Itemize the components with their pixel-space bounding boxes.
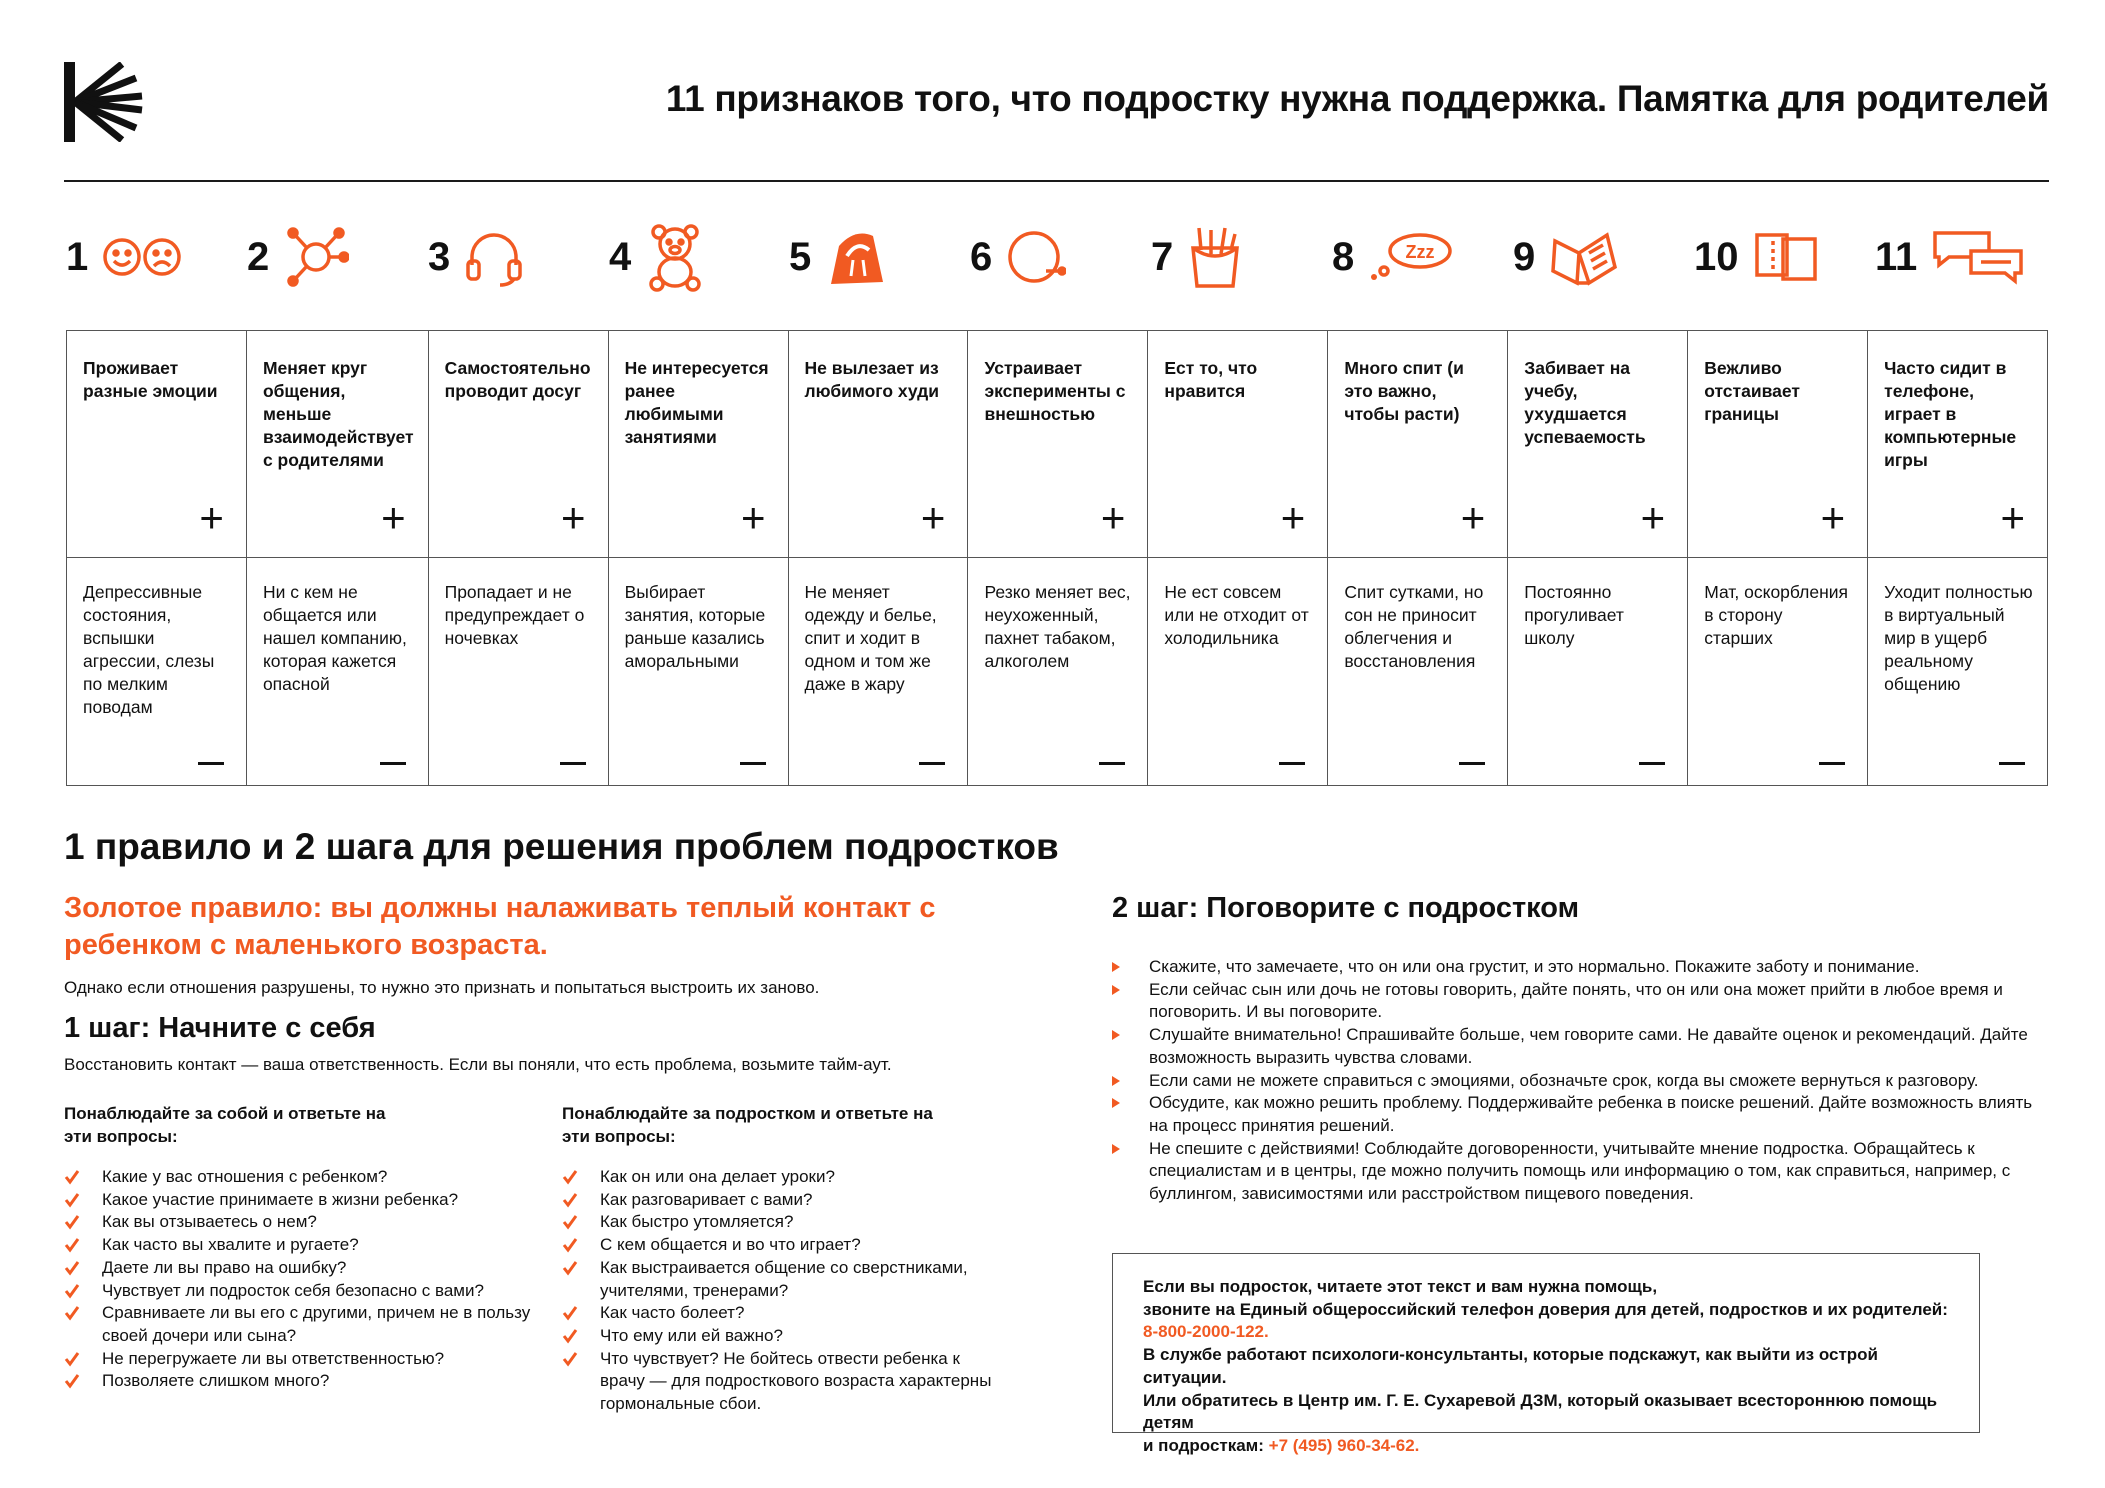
question-text: С кем общается и во что играет? — [600, 1235, 861, 1255]
self-questions-list — [64, 1166, 534, 1393]
sign-3 — [428, 217, 524, 297]
positive-text: Забивает на учебу, ухудшается успеваемость — [1524, 358, 1646, 447]
arrow-bullet-icon — [1112, 1144, 1120, 1154]
sign-number: 9 — [1513, 234, 1536, 279]
section-title: 1 правило и 2 шага для решения проблем подростков — [64, 826, 1059, 867]
checkmark-icon — [562, 1351, 578, 1367]
positive-cell — [429, 331, 608, 558]
checkmark-icon — [562, 1260, 578, 1276]
negative-cell — [789, 558, 968, 785]
question-item — [64, 1166, 534, 1189]
intro-text: Однако если отношения разрушены, то нужно это признать и попытаться выстроить их заново. — [64, 978, 820, 997]
checkmark-icon — [64, 1237, 80, 1253]
sign-column — [1327, 331, 1507, 785]
sign-column — [1147, 331, 1327, 785]
positive-cell — [67, 331, 246, 558]
positive-cell — [1508, 331, 1687, 558]
positive-text: Вежливо отстаивает границы — [1704, 358, 1800, 424]
minus-icon — [740, 762, 766, 765]
plus-icon: + — [1640, 494, 1666, 541]
question-item — [562, 1189, 1002, 1212]
question-text: Даете ли вы право на ошибку? — [102, 1257, 347, 1277]
question-text: Как часто болеет? — [600, 1303, 745, 1323]
sign-number: 10 — [1694, 234, 1739, 279]
question-text: Что ему или ей важно? — [600, 1325, 783, 1345]
sign-7 — [1151, 217, 1243, 297]
teddy-bear-icon — [645, 222, 705, 292]
checkmark-icon — [562, 1305, 578, 1321]
positive-text: Ест то, что нравится — [1164, 358, 1258, 401]
golden-rule: Золотое правило: вы должны налаживать теплый контакт с ребенком с маленького возраста. — [64, 892, 936, 961]
minus-icon — [1999, 762, 2025, 765]
plus-icon: + — [561, 494, 586, 541]
question-text: Чувствует ли подросток себя безопасно с вами? — [102, 1280, 484, 1300]
plus-icon: + — [1100, 494, 1126, 541]
sign-number: 11 — [1875, 234, 1918, 279]
negative-cell — [247, 558, 428, 785]
tip-text: Если сейчас сын или дочь не готовы говорить, дайте понять, что он или она может прийти в любое время и поговорить. И вы поговорите. — [1149, 979, 2003, 1022]
positive-cell — [247, 331, 428, 558]
positive-cell — [1148, 331, 1327, 558]
negative-cell — [1148, 558, 1327, 785]
negative-text: Депрессивные состояния, вспышки агрессии, слезы по мелким поводам — [83, 582, 215, 717]
checkmark-icon — [562, 1169, 578, 1185]
sign-number: 5 — [789, 234, 812, 279]
plus-icon: + — [2000, 494, 2026, 541]
checkmark-icon — [562, 1214, 578, 1230]
sign-number: 6 — [970, 234, 993, 279]
plus-icon: + — [1460, 494, 1486, 541]
network-icon — [283, 227, 349, 287]
appearance-icon — [1006, 227, 1066, 287]
negative-cell — [1688, 558, 1867, 785]
positive-text: Самостоятельно проводит досуг — [444, 358, 591, 401]
sign-11 — [1875, 217, 2025, 297]
minus-icon — [919, 762, 945, 765]
question-item — [562, 1234, 1002, 1257]
positive-cell — [789, 331, 968, 558]
question-text: Как часто вы хвалите и ругаете? — [102, 1235, 359, 1255]
tip-item — [1112, 1070, 2052, 1093]
tip-item — [1112, 1092, 2052, 1137]
tip-text: Скажите, что замечаете, что он или она грустит, и это нормально. Покажите заботу и понимание. — [1149, 957, 1920, 976]
negative-cell — [429, 558, 608, 785]
step2-title: 2 шаг: Поговорите с подростком — [1112, 892, 1580, 924]
negative-cell — [1868, 558, 2047, 785]
sign-column — [67, 331, 246, 785]
question-text: Как разговаривает с вами? — [600, 1189, 813, 1209]
sign-2 — [247, 217, 349, 297]
minus-icon — [198, 762, 224, 765]
question-item — [562, 1348, 1002, 1416]
question-item — [562, 1325, 1002, 1348]
step1-title: 1 шаг: Начните с себя — [64, 1012, 376, 1044]
sign-column — [1507, 331, 1687, 785]
sign-5 — [789, 217, 887, 297]
question-item — [562, 1257, 1002, 1302]
question-text: Позволяете слишком много? — [102, 1371, 330, 1391]
question-item — [562, 1211, 1002, 1234]
question-item — [64, 1257, 534, 1280]
question-text: Как выстраивается общение со сверстниками, учителями, тренерами? — [600, 1257, 968, 1300]
tip-text: Не спешите с действиями! Соблюдайте договоренности, учитывайте мнение подростка. Обращайтесь к специалистам и в центры, где можно получить помощь или информацию о том, как справиться, например, с буллингом, зависимостями или расстройством пищевого поведения. — [1149, 1138, 2011, 1204]
negative-cell — [1508, 558, 1687, 785]
sign-column — [788, 331, 968, 785]
negative-cell — [609, 558, 788, 785]
tip-text: Если сами не можете справиться с эмоциями, обозначьте срок, когда вы сможете вернуться к разговору. — [1149, 1070, 1979, 1090]
checkmark-icon — [562, 1237, 578, 1253]
question-item — [64, 1189, 534, 1212]
checkmark-icon — [64, 1214, 80, 1230]
teen-questions-list — [562, 1166, 1002, 1416]
negative-text: Спит сутками, но сон не приносит облегчения и восстановления — [1344, 582, 1484, 671]
help-line — [1143, 1435, 1953, 1458]
negative-cell — [968, 558, 1147, 785]
plus-icon: + — [381, 494, 406, 541]
positive-text: Проживает разные эмоции — [83, 358, 218, 401]
arrow-bullet-icon — [1112, 962, 1120, 972]
center-phone[interactable]: +7 (495) 960-34-62. — [1268, 1435, 1420, 1455]
teen-questions-heading: Понаблюдайте за подростком и ответьте на эти вопросы: — [562, 1104, 933, 1146]
sign-number: 2 — [247, 234, 270, 279]
checkmark-icon — [64, 1373, 80, 1389]
negative-cell — [67, 558, 246, 785]
positive-text: Меняет круг общения, меньше взаимодействует с родителями — [262, 358, 414, 470]
checkmark-icon — [64, 1192, 80, 1208]
sign-8 — [1332, 217, 1454, 297]
negative-cell — [1328, 558, 1507, 785]
help-line: Если вы подросток, читаете этот текст и вам нужна помощь, — [1143, 1277, 1658, 1296]
plus-icon: + — [740, 494, 766, 541]
negative-text: Не ест совсем или не отходит от холодильника — [1164, 582, 1309, 648]
help-line: В службе работают психологи-консультанты, которые подскажут, как выйти из острой ситуации. — [1143, 1345, 1879, 1387]
step2-tips-list — [1112, 956, 2052, 1206]
negative-text: Пропадает и не предупреждает о ночевках — [444, 582, 585, 648]
sign-10 — [1694, 217, 1819, 297]
positive-text: Не интересуется ранее любимыми занятиями — [624, 358, 769, 447]
sign-column — [967, 331, 1147, 785]
sign-column — [428, 331, 608, 785]
tip-text: Слушайте внимательно! Спрашивайте больше, чем говорите сами. Не давайте оценок и рекомендаций. Дайте возможность выразить чувства словами. — [1149, 1025, 2028, 1067]
minus-icon — [1459, 762, 1485, 765]
arrow-bullet-icon — [1112, 1098, 1120, 1108]
signs-table — [66, 330, 2048, 786]
sleep-icon — [1368, 227, 1454, 287]
minus-icon — [1099, 762, 1125, 765]
page-title: 11 признаков того, что подростку нужна поддержка. Памятка для родителей — [665, 78, 2049, 119]
chat-icon — [1931, 229, 2025, 285]
header-divider — [64, 180, 2049, 182]
helpline-phone[interactable]: 8-800-2000-122. — [1143, 1322, 1269, 1342]
minus-icon — [560, 762, 586, 765]
tip-text: Обсудите, как можно решить проблему. Поддерживайте ребенка в поиске решений. Дайте возможность влиять на процесс принятия решений. — [1149, 1093, 2033, 1135]
positive-cell — [1328, 331, 1507, 558]
arrow-bullet-icon — [1112, 1076, 1120, 1086]
minus-icon — [1279, 762, 1305, 765]
checkmark-icon — [64, 1260, 80, 1276]
plus-icon: + — [199, 494, 224, 541]
arrow-bullet-icon — [1112, 985, 1120, 995]
positive-cell — [1688, 331, 1867, 558]
question-item — [64, 1348, 534, 1371]
sign-1 — [66, 217, 182, 297]
question-item — [64, 1211, 534, 1234]
minus-icon — [1639, 762, 1665, 765]
checkmark-icon — [64, 1169, 80, 1185]
signs-icon-row — [66, 217, 2049, 297]
checkmark-icon — [562, 1328, 578, 1344]
positive-cell — [968, 331, 1147, 558]
question-text: Как быстро утомляется? — [600, 1212, 794, 1232]
positive-text: Много спит (и это важно, чтобы расти) — [1344, 358, 1464, 424]
question-item — [562, 1302, 1002, 1325]
question-text: Как он или она делает уроки? — [600, 1167, 835, 1186]
checkmark-icon — [64, 1351, 80, 1367]
sign-6 — [970, 217, 1066, 297]
plus-icon: + — [1820, 494, 1846, 541]
sleep-text: Zzz — [1405, 242, 1435, 262]
sign-number: 8 — [1332, 234, 1355, 279]
question-text: Сравниваете ли вы его с другими, причем не в пользу своей дочери или сына? — [102, 1303, 531, 1345]
question-text: Какие у вас отношения с ребенком? — [102, 1167, 388, 1186]
sign-number: 3 — [428, 234, 451, 279]
question-item — [64, 1302, 534, 1347]
positive-text: Часто сидит в телефоне, играет в компьютерные игры — [1884, 358, 2017, 470]
brand-logo-icon — [64, 62, 144, 142]
plus-icon: + — [920, 494, 946, 541]
negative-text: Резко меняет вес, неухоженный, пахнет табаком, алкоголем — [984, 582, 1131, 671]
tip-item — [1112, 956, 2052, 979]
step1-text: Восстановить контакт — ваша ответственность. Если вы поняли, что есть проблема, возьмите тайм-аут. — [64, 1055, 892, 1074]
question-text: Что чувствует? Не бойтесь отвести ребенка к врачу — для подросткового возраста характерны гормональные сбои. — [600, 1348, 992, 1414]
sign-column — [1687, 331, 1867, 785]
sign-number: 4 — [609, 234, 632, 279]
help-line: звоните на Единый общероссийский телефон доверия для детей, подростков и их родителей: — [1143, 1299, 1948, 1319]
tip-item — [1112, 1024, 2052, 1069]
checkmark-icon — [64, 1283, 80, 1299]
positive-cell — [609, 331, 788, 558]
emotions-icon — [102, 235, 182, 279]
checkmark-icon — [562, 1192, 578, 1208]
sign-column — [608, 331, 788, 785]
question-text: Какое участие принимаете в жизни ребенка? — [102, 1189, 459, 1209]
question-item — [64, 1370, 534, 1393]
hoodie-icon — [825, 226, 887, 288]
headphones-icon — [464, 227, 524, 287]
plus-icon: + — [1280, 494, 1306, 541]
sign-number: 7 — [1151, 234, 1174, 279]
question-item — [64, 1280, 534, 1303]
self-questions-heading: Понаблюдайте за собой и ответьте на эти вопросы: — [64, 1104, 386, 1146]
minus-icon — [380, 762, 406, 765]
question-item — [64, 1234, 534, 1257]
help-line: Или обратитесь в Центр им. Г. Е. Сухаревой ДЗМ, который оказывает всестороннюю помощь детям — [1143, 1390, 1938, 1433]
positive-cell — [1868, 331, 2047, 558]
sign-4 — [609, 217, 705, 297]
negative-text: Постоянно прогуливает школу — [1524, 582, 1624, 648]
negative-text: Мат, оскорбления в сторону старших — [1704, 582, 1849, 648]
arrow-bullet-icon — [1112, 1030, 1120, 1040]
question-text: Не перегружаете ли вы ответственностью? — [102, 1348, 445, 1368]
help-line-text: и подросткам: — [1143, 1435, 1264, 1455]
negative-text: Уходит полностью в виртуальный мир в ущерб реальному общению — [1884, 582, 2033, 694]
negative-text: Выбирает занятия, которые раньше казались аморальными — [624, 582, 766, 671]
positive-text: Не вылезает из любимого худи — [804, 358, 940, 401]
question-text: Как вы отзываетесь о нем? — [102, 1212, 317, 1232]
question-item — [562, 1166, 1002, 1189]
sign-column — [246, 331, 428, 785]
sign-number: 1 — [66, 234, 89, 279]
tip-item — [1112, 1138, 2052, 1206]
fries-icon — [1187, 224, 1243, 290]
negative-text: Ни с кем не общается или нашел компанию, которая кажется опасной — [262, 582, 407, 694]
help-box — [1112, 1253, 1980, 1455]
book-icon — [1549, 227, 1619, 287]
sign-column — [1867, 331, 2047, 785]
boundaries-icon — [1753, 229, 1819, 285]
negative-text: Не меняет одежду и белье, спит и ходит в одном и том же даже в жару — [804, 582, 937, 694]
checkmark-icon — [64, 1305, 80, 1321]
minus-icon — [1819, 762, 1845, 765]
tip-item — [1112, 979, 2052, 1024]
positive-text: Устраивает эксперименты с внешностью — [984, 358, 1126, 424]
sign-9 — [1513, 217, 1619, 297]
